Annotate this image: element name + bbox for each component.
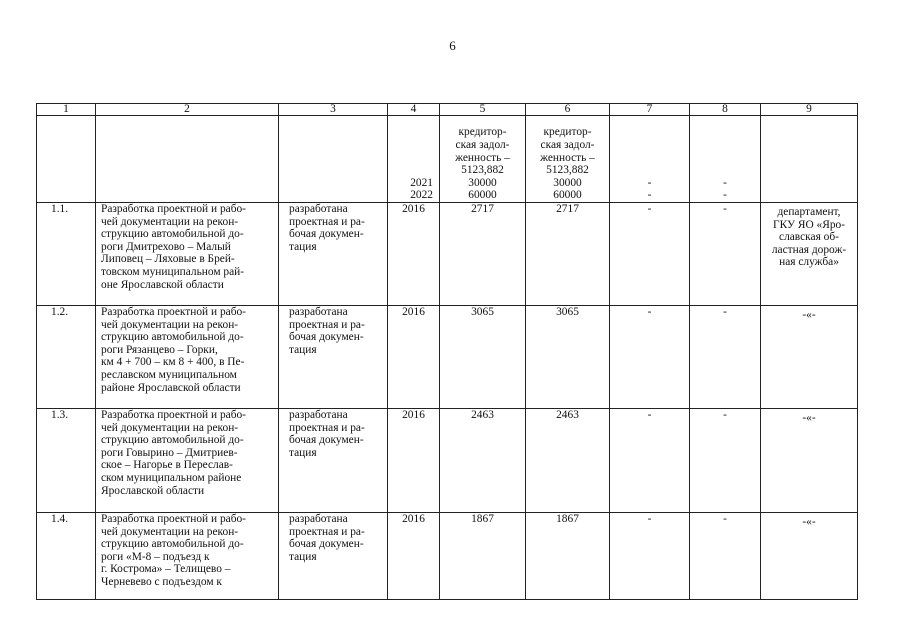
result-line: тация	[289, 446, 317, 459]
result-line: бочая докумен-	[289, 538, 364, 551]
responsible-line: -«-	[802, 412, 816, 424]
program-table	[36, 103, 858, 600]
year-cell: 2016	[388, 306, 440, 409]
result-line: проектная и ра-	[289, 525, 365, 538]
task-line: районе Ярославской области	[101, 381, 241, 394]
col6-cell	[526, 116, 610, 203]
header-cell: 2	[96, 104, 279, 116]
header-cell: 1	[37, 104, 96, 116]
task-line: роги Говырино – Дмитриев-	[101, 446, 238, 459]
header-cell: 7	[610, 104, 690, 116]
task-line: товском муниципальном рай-	[101, 265, 245, 278]
task-cell	[96, 513, 279, 600]
col7-value: -	[610, 409, 690, 513]
responsible-line: департамент,	[777, 206, 841, 218]
col6-value: 3065	[526, 306, 610, 409]
col6-line: женность –	[540, 151, 595, 164]
col5-value: 1867	[440, 513, 526, 600]
table-row	[37, 306, 858, 409]
task-line: роги Дмитрехово – Малый	[101, 240, 231, 253]
task-line: Липовец – Ляховые в Брей-	[101, 253, 235, 266]
years-cell	[388, 116, 440, 203]
col5-line: женность –	[455, 151, 510, 164]
task-line: Ярославской области	[101, 484, 205, 497]
col7-cell	[610, 116, 690, 203]
task-line: Черневево с подъездом к	[101, 575, 222, 588]
col6-line: 30000	[553, 176, 582, 189]
result-cell	[279, 513, 388, 600]
task-line: г. Кострома» – Телищево –	[101, 563, 231, 576]
table-row	[37, 409, 858, 513]
result-line: тация	[289, 240, 317, 253]
header-cell: 5	[440, 104, 526, 116]
row-number: 1.4.	[37, 513, 96, 600]
year-cell: 2016	[388, 513, 440, 600]
row-number: 1.3.	[37, 409, 96, 513]
result-line: тация	[289, 343, 317, 356]
task-line: ское – Нагорье в Переслав-	[101, 459, 233, 472]
col7-value: -	[610, 513, 690, 600]
col6-line: 5123,882	[546, 164, 589, 177]
responsible-line: -«-	[802, 309, 816, 321]
task-line: чей документации на рекон-	[101, 525, 239, 538]
row-number: 1.1.	[37, 203, 96, 306]
responsible-line: ластная дорож-	[771, 243, 847, 256]
task-line: Разработка проектной и рабо-	[101, 306, 246, 318]
task-line: роги Рязанцево – Горки,	[101, 343, 218, 356]
result-cell	[279, 203, 388, 306]
year-value: 2021	[410, 176, 433, 189]
responsible-line: -«-	[802, 516, 816, 528]
task-line: струкцию автомобильной до-	[101, 228, 244, 241]
empty-cell	[96, 116, 279, 203]
col5-line: 5123,882	[461, 164, 504, 177]
task-line: Разработка проектной и рабо-	[101, 203, 246, 215]
empty-cell	[37, 116, 96, 203]
col7-line: -	[647, 189, 652, 202]
year-cell: 2016	[388, 409, 440, 513]
task-line: чей документации на рекон-	[101, 215, 239, 228]
responsible-cell	[761, 409, 858, 513]
col5-line: ская задол-	[455, 139, 510, 152]
header-cell: 3	[279, 104, 388, 116]
col5-value: 2717	[440, 203, 526, 306]
task-line: км 4 + 700 – км 8 + 400, в Пе-	[101, 356, 245, 369]
responsible-cell	[761, 203, 858, 306]
result-line: разработана	[289, 513, 348, 525]
col7-value: -	[610, 306, 690, 409]
col5-line: 60000	[468, 189, 497, 202]
col5-value: 2463	[440, 409, 526, 513]
col8-cell	[690, 116, 761, 203]
col6-value: 1867	[526, 513, 610, 600]
task-line: Разработка проектной и рабо-	[101, 513, 246, 525]
col8-value: -	[690, 306, 761, 409]
result-line: разработана	[289, 409, 348, 421]
result-line: разработана	[289, 306, 348, 318]
responsible-line: славская об-	[779, 231, 839, 244]
col8-value: -	[690, 409, 761, 513]
year-cell: 2016	[388, 203, 440, 306]
empty-cell	[761, 116, 858, 203]
task-line: струкцию автомобильной до-	[101, 331, 244, 344]
col5-value: 3065	[440, 306, 526, 409]
task-cell	[96, 409, 279, 513]
task-cell	[96, 306, 279, 409]
col6-value: 2463	[526, 409, 610, 513]
header-cell: 6	[526, 104, 610, 116]
table-row	[37, 513, 858, 600]
result-line: тация	[289, 550, 317, 563]
header-cell: 4	[388, 104, 440, 116]
empty-cell	[279, 116, 388, 203]
year-value: 2022	[410, 189, 433, 202]
task-line: чей документации на рекон-	[101, 318, 239, 331]
responsible-line: ГКУ ЯО «Яро-	[772, 218, 845, 231]
task-line: оне Ярославской области	[101, 278, 224, 291]
col6-line: 60000	[553, 189, 582, 202]
col8-line: -	[723, 189, 727, 202]
task-line: струкцию автомобильной до-	[101, 434, 244, 447]
result-line: бочая докумен-	[289, 331, 364, 344]
col5-cell	[440, 116, 526, 203]
header-cell: 8	[690, 104, 761, 116]
result-line: бочая докумен-	[289, 434, 364, 447]
result-cell	[279, 409, 388, 513]
header-row	[37, 104, 858, 116]
col6-line: кредитор-	[543, 126, 592, 139]
row-number: 1.2.	[37, 306, 96, 409]
result-line: бочая докумен-	[289, 228, 364, 241]
col6-line: ская задол-	[540, 139, 595, 152]
col7-value: -	[610, 203, 690, 306]
task-line: струкцию автомобильной до-	[101, 538, 244, 551]
task-line: Разработка проектной и рабо-	[101, 409, 246, 421]
task-line: чей документации на рекон-	[101, 421, 239, 434]
header-cell: 9	[761, 104, 858, 116]
page-number: 6	[449, 38, 456, 53]
result-line: проектная и ра-	[289, 318, 365, 331]
col5-line: кредитор-	[458, 126, 507, 139]
task-line: роги «М-8 – подъезд к	[101, 550, 210, 563]
col5-line: 30000	[468, 176, 497, 189]
col8-value: -	[690, 513, 761, 600]
task-line: ском муниципальном районе	[101, 471, 242, 484]
result-line: проектная и ра-	[289, 421, 365, 434]
responsible-cell	[761, 513, 858, 600]
result-line: проектная и ра-	[289, 215, 365, 228]
task-cell	[96, 203, 279, 306]
responsible-line: ная служба»	[779, 256, 839, 269]
col8-line: -	[723, 176, 727, 189]
col6-value: 2717	[526, 203, 610, 306]
continuation-row	[37, 116, 858, 203]
task-line: реславском муниципальном	[101, 368, 237, 381]
result-cell	[279, 306, 388, 409]
responsible-cell	[761, 306, 858, 409]
col7-line: -	[647, 176, 652, 189]
col8-value: -	[690, 203, 761, 306]
result-line: разработана	[289, 203, 348, 215]
table-row	[37, 203, 858, 306]
